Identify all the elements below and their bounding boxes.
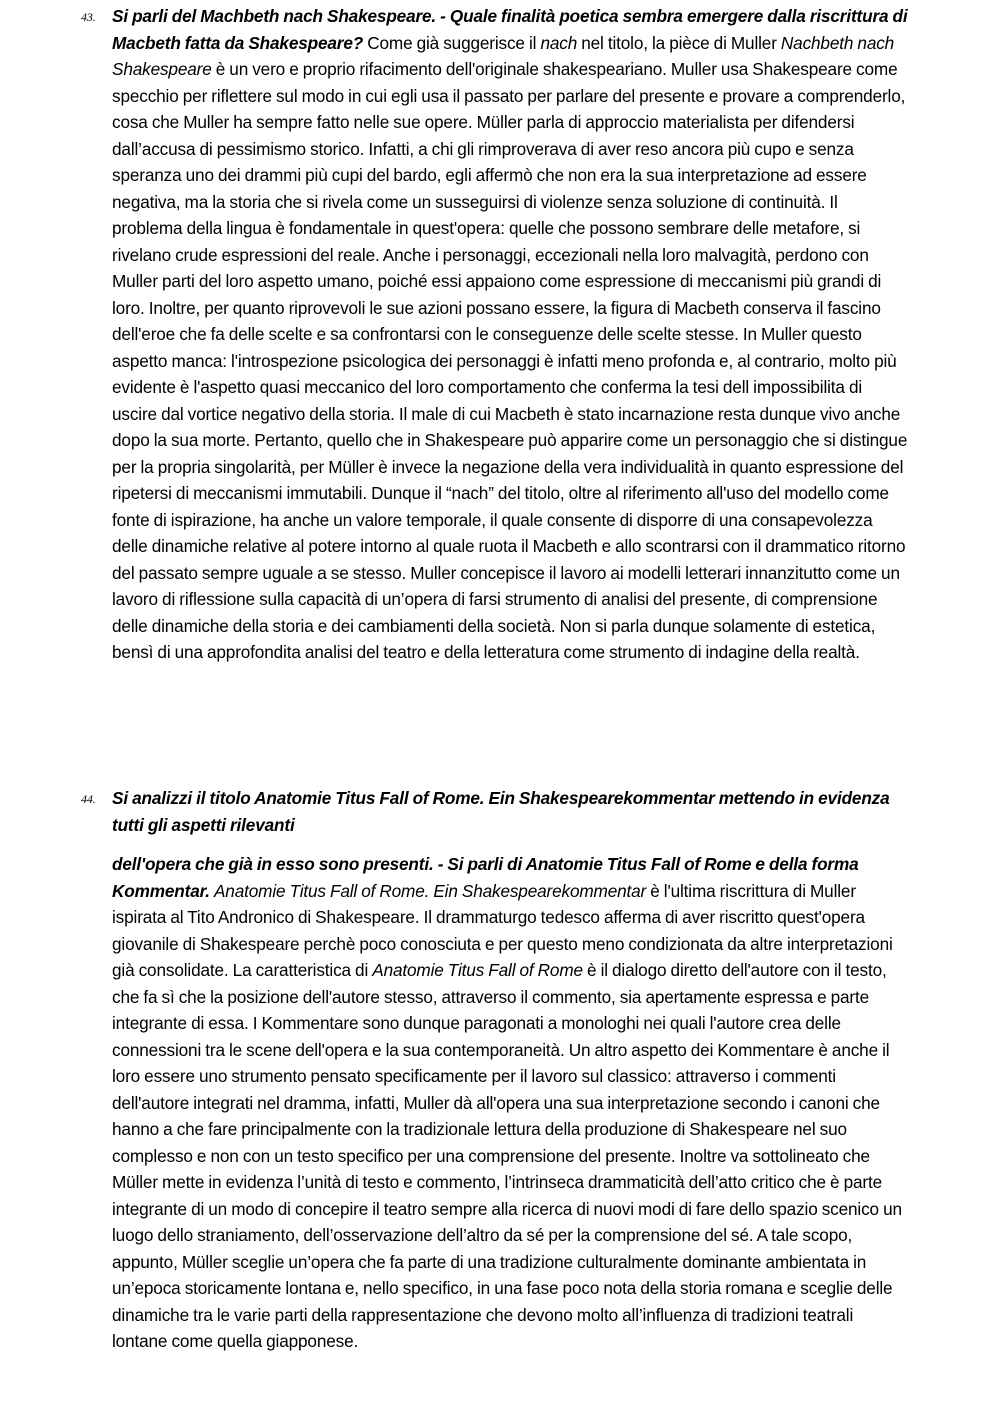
answer-text: è l'ultima riscrittura di Muller ispirata al Tito Andronico di Shakespeare. Il drammaturgo tedesco afferma di aver riscritto quest'opera giovanile di Shakespeare perchè poco conosciuta e per questo meno condizionata da altre interpretazioni già consolidate. La caratteristica di <box>112 880 893 980</box>
item-number: 43. <box>81 10 96 24</box>
question-heading-continuation: dell'opera che già in esso sono presenti. - Si parli di Anatomie Titus Fall of Rome e della forma Kommentar. <box>112 854 859 901</box>
answer-text: nel titolo, la pièce di Muller <box>577 32 781 53</box>
question-item-44-continuation <box>112 851 908 1355</box>
item-number: 44. <box>81 792 96 806</box>
question-item-44 <box>81 785 908 838</box>
question-item-43 <box>81 3 908 666</box>
answer-text: Come già suggerisce il <box>363 32 541 53</box>
item-text <box>112 851 908 1355</box>
answer-text: è un vero e proprio rifacimento dell'originale shakespeariano. Muller usa Shakespeare come specchio per riflettere sul modo in cui egli usa il passato per parlare del presente e provare a comprenderlo, cosa che Muller ha sempre fatto nelle sue opere. Müller parla di approccio materialista per difendersi dall’accusa di pessimismo storico. Infatti, a chi gli rimproverava di aver reso ancora più cupo e senza speranza uno dei drammi più cupi del bardo, egli affermò che non era la sua interpretazione ad essere negativa, ma la storia che si rivela come un susseguirsi di violenze senza soluzione di continuità. Il problema della lingua è fondamentale in quest'opera: quelle che possono sembrare delle metafore, si rivelano crude espressioni del reale. Anche i personaggi, eccezionali nella loro malvagità, perdono con Muller parti del loro aspetto umano, poiché essi appaiono come espressione di meccanismi più grandi di loro. Inoltre, per quanto riprovevoli le sue azioni possano essere, la figura di Macbeth conserva il fascino dell'eroe che fa delle scelte e sa confrontarsi con le conseguenze delle scelte stesse. In Muller questo aspetto manca: l'introspezione psicologica dei personaggi è infatti meno profonda e, al contrario, molto più evidente è l'aspetto quasi meccanico del loro comportamento che conferma la tesi dell impossibilita di uscire dal vortice negativo della storia. Il male di cui Macbeth è stato incarnazione resta dunque vivo anche dopo la sua morte. Pertanto, quello che in Shakespeare può apparire come un personaggio che si distingue per la propria singolarità, per Müller è invece la negazione della vera individualità in quanto espressione del ripetersi di meccanismi immutabili. Dunque il “nach” del titolo, oltre al riferimento all'uso del modello come fonte di ispirazione, ha anche un valore temporale, il quale consente di disporre di una consapevolezza delle dinamiche relative al potere intorno al quale ruota il Macbeth e allo scontrarsi con il drammatico ritorno del passato sempre uguale a se stesso. Muller concepisce il lavoro ai modelli letterari innanzitutto come un lavoro di riflessione sulla capacità di un’opera di farsi strumento di analisi del presente, di comprensione delle dinamiche della storia e dei cambiamenti della società. Non si parla dunque solamente di estetica, bensì di una approfondita analisi del teatro e della letteratura come strumento di indagine della realtà. <box>112 59 908 662</box>
answer-italic-title: Nachbeth nach Shakespeare <box>112 32 895 79</box>
item-text <box>112 3 908 666</box>
question-heading: Si parli del Machbeth nach Shakespeare. - Quale finalità poetica sembra emergere dalla riscrittura di Macbeth fatta da Shakespeare? <box>112 6 908 53</box>
answer-text: è il dialogo diretto dell'autore con il testo, che fa sì che la posizione dell'autore stesso, attraverso il commento, sia apertamente espressa e parte integrante di essa. I Kommentare sono dunque paragonati a monologhi nei quali l'autore crea delle connessioni tra le scene dell'opera e la sua contemporaneità. Un altro aspetto dei Kommentare è anche il loro essere uno strumento pensato specificamente per il lavoro sul classico: attraverso i commenti dell'autore integrati nel dramma, infatti, Muller dà all'opera una sua interpretazione secondo i canoni che hanno a che fare principalmente con la tradizionale lettura della produzione di Shakespeare nel suo complesso e non con un testo specifico per una comprensione del presente. Inoltre va sottolineato che Müller mette in evidenza l’unità di testo e commento, l’intrinseca drammaticità dell’atto critico che è parte integrante di un modo di concepire il teatro sempre alla ricerca di nuovi modi di fare dello spazio scenico un luogo dello straniamento, dell’osservazione dell’altro da sé per la comprensione del sé. A tale scopo, appunto, Müller sceglie un’opera che fa parte di una tradizione culturalmente dominante ambientata in un’epoca storicamente lontana e, nello specifico, in una fase poco nota della storia romana e sceglie delle dinamiche tra le varie parti della rappresentazione che devono molto all’influenza di tradizioni teatrali lontane come quella giapponese. <box>112 960 902 1351</box>
answer-italic-title: Anatomie Titus Fall of Rome <box>372 960 583 980</box>
question-heading: Si analizzi il titolo Anatomie Titus Fall of Rome. Ein Shakespearekommentar mettendo in evidenza tutti gli aspetti rilevanti <box>112 788 890 835</box>
answer-italic: nach <box>540 32 578 53</box>
answer-italic-title: Anatomie Titus Fall of Rome. Ein Shakespearekommentar <box>213 880 647 901</box>
